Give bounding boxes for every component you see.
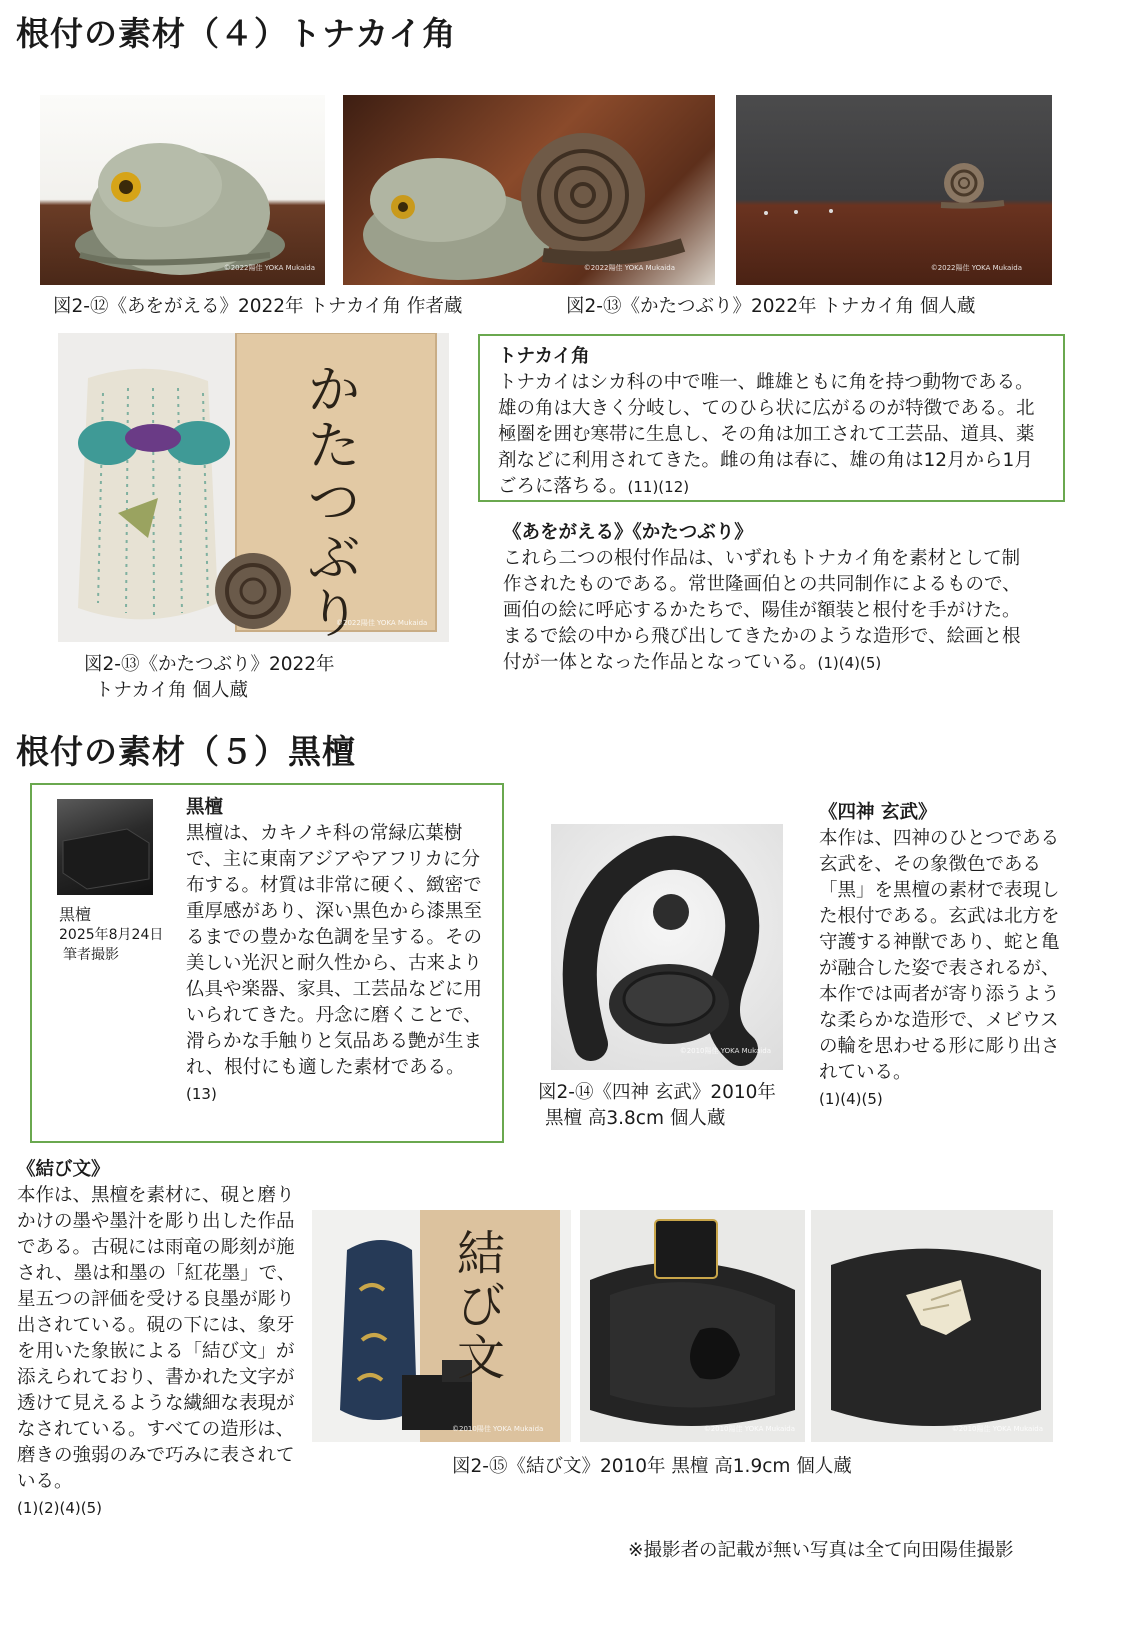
works-note-body: これら二つの根付作品は、いずれもトナカイ角を素材として制作されたものである。常世隆画伯との共同制作によるもので、画伯の絵に呼応するかたちで、陽佳が額装と根付を手がけた。まるで絵の中から飛び出してきたかのような造形で、絵画と根付が一体となった作品となっている。 [503, 548, 1021, 673]
watermark: ©2010陽佳 YOKA Mukaida [679, 1047, 771, 1055]
works-note-title: 《あをがえる》《かたつぶり》 [503, 522, 753, 543]
section5-heading: 根付の素材（５）黒檀 [16, 732, 356, 771]
watermark: ©2022陽佳 YOKA Mukaida [930, 264, 1022, 272]
photo-caption: 図2-⑬《かたつぶり》2022年 トナカイ角 個人蔵 [566, 296, 976, 317]
watermark: ©2022陽佳 YOKA Mukaida [583, 264, 675, 272]
genbu-refs: (1)(4)(5) [819, 1090, 883, 1108]
snail-on-frame-photo [736, 95, 1052, 285]
photo-caption-line1: 図2-⑬《かたつぶり》2022年 [84, 654, 335, 675]
reindeer-antler-info-box [478, 334, 1065, 502]
watermark: ©2022陽佳 YOKA Mukaida [223, 264, 315, 272]
frog-netsuke-photo [40, 95, 325, 285]
frog-snail-photo [343, 95, 715, 285]
genbu-title: 《四神 玄武》 [819, 802, 937, 823]
inkstone-photo [580, 1210, 805, 1442]
musubibumi-caption: 図2-⑮《結び文》2010年 黒檀 高1.9cm 個人蔵 [452, 1456, 852, 1477]
genbu-note [819, 800, 1065, 1112]
musubibumi-note [17, 1157, 297, 1521]
works-note [503, 520, 1033, 676]
ebony-info-box [30, 783, 504, 1143]
ebony-photo-caption [59, 905, 163, 965]
musubibumi-title: 《結び文》 [17, 1159, 110, 1180]
pouch-box-snail-photo [58, 333, 449, 642]
musubibumi-refs: (1)(2)(4)(5) [17, 1499, 102, 1517]
ebony-text [186, 795, 486, 1107]
info-refs: (11)(12) [627, 478, 690, 496]
ebony-refs: (13) [186, 1085, 217, 1103]
ebony-block-photo [57, 799, 153, 895]
watermark: ©2022陽佳 YOKA Mukaida [336, 619, 428, 627]
info-text [498, 344, 1045, 500]
musubibumi-set-photo [312, 1210, 571, 1442]
box-calligraphy: かたつぶり [308, 361, 361, 642]
genbu-netsuke-photo [551, 824, 783, 1070]
section4-heading: 根付の素材（４）トナカイ角 [16, 14, 457, 53]
watermark: ©2010陽佳 YOKA Mukaida [951, 1425, 1043, 1433]
watermark: ©2010陽佳 YOKA Mukaida [452, 1425, 544, 1433]
genbu-caption-line2: 黒檀 高3.8cm 個人蔵 [545, 1108, 726, 1129]
ebony-photo-credit: 筆者撮影 [63, 947, 119, 963]
ebony-photo-label: 黒檀 [59, 905, 92, 924]
genbu-caption-line1: 図2-⑭《四神 玄武》2010年 [538, 1082, 776, 1103]
photo-caption-line2: トナカイ角 個人蔵 [95, 680, 248, 701]
inlay-photo [811, 1210, 1053, 1442]
works-note-refs: (1)(4)(5) [817, 654, 882, 672]
ebony-title: 黒檀 [186, 797, 224, 818]
footnote: ※撮影者の記載が無い写真は全て向田陽佳撮影 [628, 1540, 1014, 1561]
musubibumi-body: 本作は、黒檀を素材に、硯と磨りかけの墨や墨汁を彫り出した作品である。古硯には雨竜の彫刻が施され、墨は和墨の「紅花墨」で、星五つの評価を受ける良墨が彫り出されている。硯の下には、象牙を用いた象嵌による「結び文」が添えられており、書かれた文字が透けて見えるような繊細な表現がなされている。すべての造形は、磨きの強弱のみで巧みに表されている。 [17, 1185, 296, 1492]
ebony-body: 黒檀は、カキノキ科の常緑広葉樹で、主に東南アジアやアフリカに分布する。材質は非常に硬く、緻密で重厚感があり、深い黒色から漆黒至るまでの豊かな色調を呈する。その美しい光沢と耐久性から、古来より仏具や楽器、家具、工芸品などに用いられてきた。丹念に磨くことで、滑らかな手触りと気品ある艶が生まれ、根付にも適した素材である。 [186, 823, 483, 1078]
info-body: トナカイはシカ科の中で唯一、雌雄ともに角を持つ動物である。雄の角は大きく分岐し、てのひら状に広がるのが特徴である。北極圏を囲む寒帯に生息し、その角は加工されて工芸品、道具、薬剤などに利用されてきた。雌の角は春に、雄の角は12月から1月ごろに落ちる。 [498, 372, 1035, 497]
ebony-photo-date: 2025年8月24日 [59, 927, 164, 943]
box-calligraphy: 結び文 [457, 1226, 506, 1386]
photo-caption: 図2-⑫《あをがえる》2022年 トナカイ角 作者蔵 [53, 296, 463, 317]
watermark: ©2010陽佳 YOKA Mukaida [703, 1425, 795, 1433]
genbu-body: 本作は、四神のひとつである玄武を、その象徴色である「黒」を黒檀の素材で表現した根付である。玄武は北方を守護する神獣であり、蛇と亀が融合した姿で表されるが、本作では両者が寄り添うような柔らかな造形で、メビウスの輪を思わせる形に彫り出されている。 [819, 828, 1060, 1083]
info-title: トナカイ角 [498, 346, 590, 367]
